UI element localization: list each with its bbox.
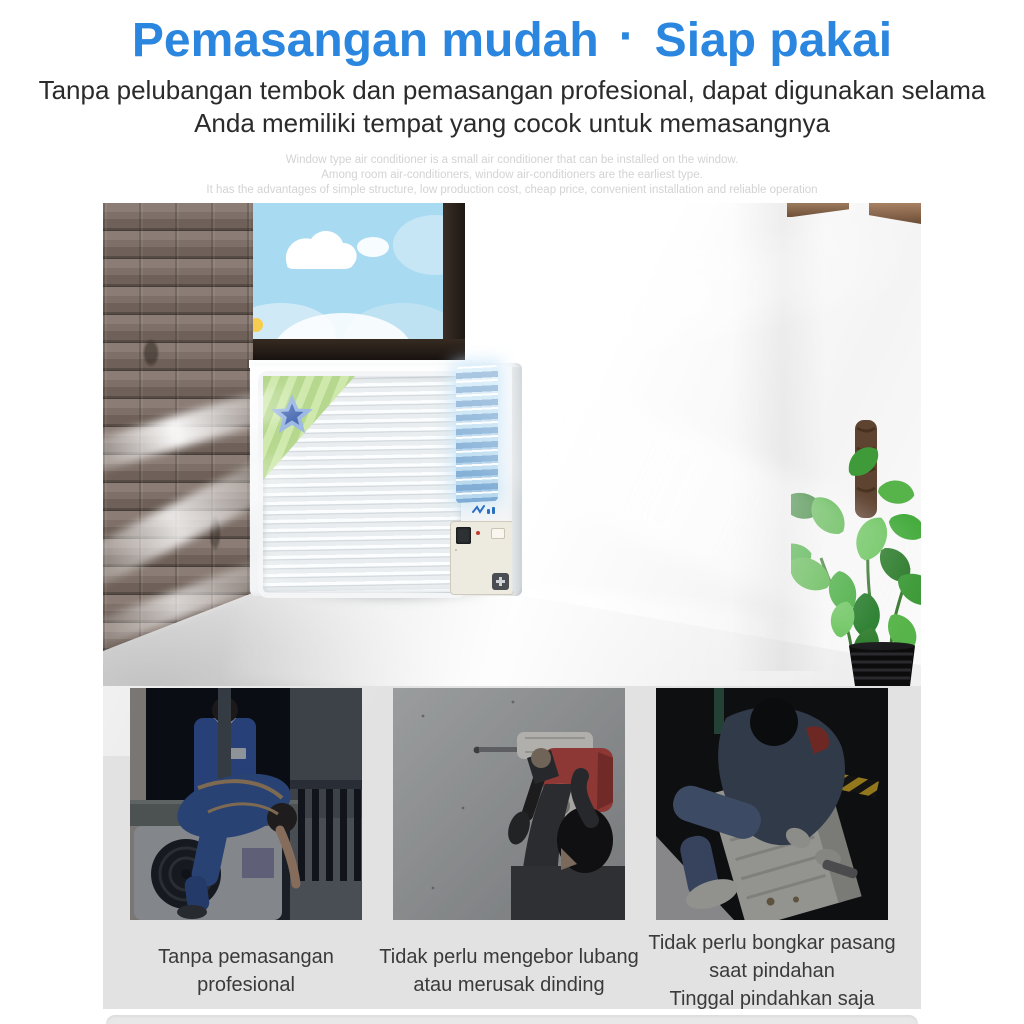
intro-note [0,153,1024,198]
ac-power-led [476,531,480,535]
subtitle-line: Tanpa pelubangan tembok dan pemasangan profesional, dapat digunakan selama [38,75,986,105]
plant-pot [849,646,915,686]
wood-plank-wall [103,203,260,651]
ac-control-panel [450,521,514,595]
next-section-edge [106,1015,918,1024]
subtitle-line: Anda memiliki tempat yang cocok untuk memasangnya [194,108,830,138]
airflow-beam [481,213,921,373]
feature-photo-drilling [393,688,625,920]
wall-shelf-right [869,203,921,224]
window-frame-horizontal [253,339,465,360]
ac-brand-logo [471,504,499,517]
plant-leaves [791,441,921,669]
ac-unit [250,363,522,596]
ac-side-face [512,367,522,591]
window-sky [253,203,445,340]
feature-caption [622,929,922,1013]
ac-display [456,527,471,544]
cloud-icon [286,231,357,269]
note-line: Among room air-conditioners, window air-conditioners are the earliest type. [321,169,703,181]
feature-caption [96,943,396,999]
title-right: Siap pakai [654,14,893,67]
header [0,0,1024,198]
potted-plant [791,408,921,686]
title-left: Pemasangan mudah [131,14,599,67]
page-subtitle [0,74,1024,140]
note-line: Window type air conditioner is a small air conditioner that can be installed on the window. [285,154,739,166]
note-line: It has the advantages of simple structure, low production cost, cheap price, convenient installation and reliable operation [206,184,818,196]
features-panel [103,686,921,1009]
window-frame-vertical [443,203,465,360]
caption-line: saat pindahan [709,960,835,982]
caption-line: Tidak perlu bongkar pasang [648,932,896,954]
feature-photo-moving [656,688,888,920]
caption-line: Tinggal pindahkan saja [669,988,875,1010]
ac-button [491,528,505,539]
caption-line: Tidak perlu mengebor lubang [379,946,639,968]
feature-photo-installation [130,688,362,920]
cartoon-clouds [253,203,445,340]
title-separator: · [618,10,635,63]
ac-dpad-button [492,573,509,590]
ac-air-outlet-louvers [456,365,498,503]
feature-caption [359,943,659,999]
caption-line: atau merusak dinding [413,974,605,996]
caption-line: profesional [197,974,295,996]
page-title [0,10,1024,68]
hero-image [103,203,921,686]
caption-line: Tanpa pemasangan [158,946,334,968]
